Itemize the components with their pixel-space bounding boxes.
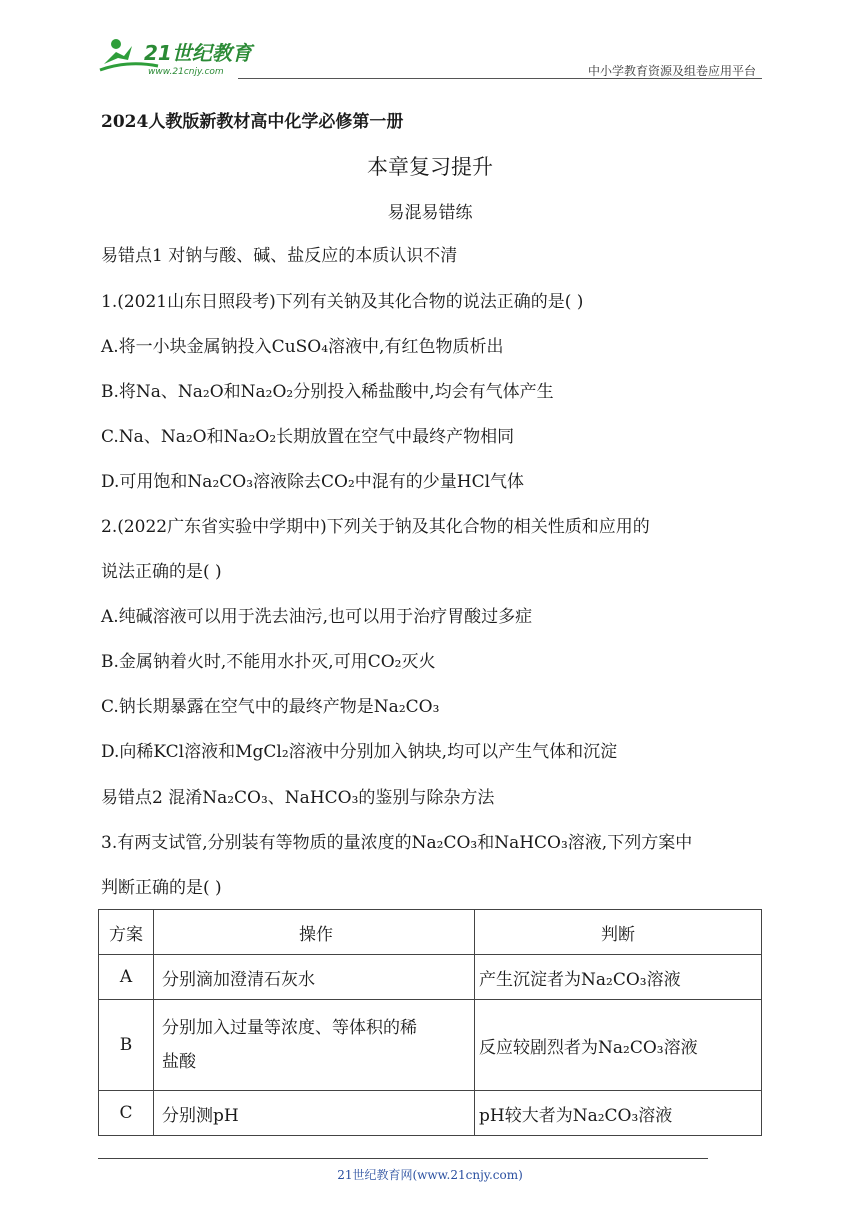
judgment-cell: 反应较剧烈者为Na₂CO₃溶液	[475, 1000, 762, 1091]
question-3-stem-line2: 判断正确的是( )	[101, 878, 222, 898]
logo-text: 21世纪教育	[144, 41, 252, 65]
question-2-option-a: A.纯碱溶液可以用于洗去油污,也可以用于治疗胃酸过多症	[101, 607, 533, 627]
question-2-stem-line2: 说法正确的是( )	[101, 562, 222, 582]
error-point-1: 易错点1 对钠与酸、碱、盐反应的本质认识不清	[101, 246, 458, 266]
table-row	[99, 1000, 762, 1091]
question-2-option-d: D.向稀KCl溶液和MgCl₂溶液中分别加入钠块,均可以产生气体和沉淀	[101, 742, 618, 762]
question-3-stem-line1: 3.有两支试管,分别装有等物质的量浓度的Na₂CO₃和NaHCO₃溶液,下列方案中	[101, 833, 693, 853]
operation-line-1: 分别加入过量等浓度、等体积的稀	[162, 1018, 417, 1038]
logo-url: www.21cnjy.com	[148, 67, 224, 77]
scheme-cell: B	[99, 1000, 154, 1091]
header-judgment: 判断	[475, 910, 762, 955]
logo-21cnjy	[98, 34, 268, 78]
platform-name: 中小学教育资源及组卷应用平台	[587, 64, 756, 78]
header-divider	[238, 78, 762, 79]
table-header-row	[99, 910, 762, 955]
question-1-option-c: C.Na、Na₂O和Na₂O₂长期放置在空气中最终产物相同	[101, 427, 515, 447]
error-point-2: 易错点2 混淆Na₂CO₃、NaHCO₃的鉴别与除杂方法	[101, 788, 495, 808]
table-row	[99, 1091, 762, 1136]
question-1-option-a: A.将一小块金属钠投入CuSO₄溶液中,有红色物质析出	[101, 337, 504, 357]
question-2-option-c: C.钠长期暴露在空气中的最终产物是Na₂CO₃	[101, 697, 440, 717]
header-operation: 操作	[154, 910, 475, 955]
judgment-cell: pH较大者为Na₂CO₃溶液	[475, 1091, 762, 1136]
chapter-title: 本章复习提升	[367, 155, 493, 179]
document-title: 2024人教版新教材高中化学必修第一册	[101, 112, 404, 132]
header-scheme: 方案	[99, 910, 154, 955]
table-row	[99, 955, 762, 1000]
page-header	[98, 34, 762, 80]
footer-divider	[98, 1158, 708, 1159]
operation-cell	[154, 1000, 475, 1091]
question-2-stem-line1: 2.(2022广东省实验中学期中)下列关于钠及其化合物的相关性质和应用的	[101, 517, 650, 537]
judgment-cell: 产生沉淀者为Na₂CO₃溶液	[475, 955, 762, 1000]
scheme-table	[98, 909, 762, 1136]
operation-cell: 分别滴加澄清石灰水	[154, 955, 475, 1000]
operation-line-2: 盐酸	[162, 1052, 196, 1072]
question-1-stem: 1.(2021山东日照段考)下列有关钠及其化合物的说法正确的是( )	[101, 292, 584, 312]
footer-text: 21世纪教育网(www.21cnjy.com)	[337, 1168, 523, 1182]
question-2-option-b: B.金属钠着火时,不能用水扑灭,可用CO₂灭火	[101, 652, 436, 672]
question-1-option-b: B.将Na、Na₂O和Na₂O₂分别投入稀盐酸中,均会有气体产生	[101, 382, 554, 402]
operation-cell: 分别测pH	[154, 1091, 475, 1136]
scheme-cell: C	[99, 1091, 154, 1136]
section-title: 易混易错练	[387, 203, 473, 223]
question-1-option-d: D.可用饱和Na₂CO₃溶液除去CO₂中混有的少量HCl气体	[101, 472, 525, 492]
scheme-cell: A	[99, 955, 154, 1000]
